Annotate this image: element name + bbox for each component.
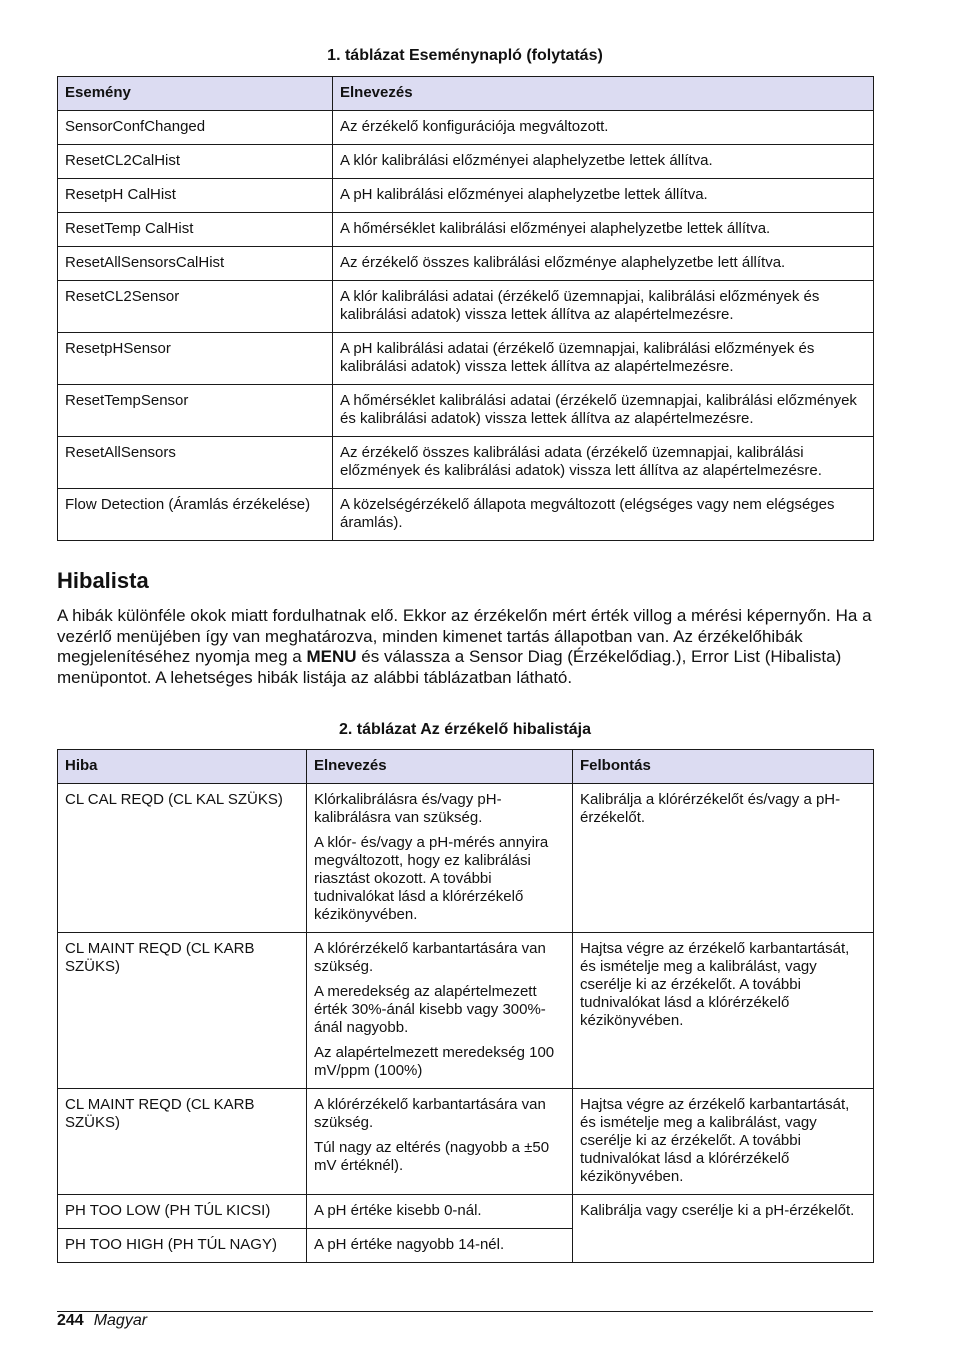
table-row bbox=[58, 333, 874, 385]
page-number: 244 bbox=[57, 1312, 84, 1329]
description-text: Az alapértelmezett meredekség 100 mV/ppm (100%) bbox=[314, 1044, 555, 1079]
description-cell: Az érzékelő konfigurációja megváltozott. bbox=[333, 111, 874, 145]
event-cell: ResetpH CalHist bbox=[58, 179, 333, 213]
description-cell: A klór kalibrálási adatai (érzékelő üzemnapjai, kalibrálási előzmények és kalibrálási adatok) vissza lettek állítva az alapértelmezésre. bbox=[333, 281, 874, 333]
column-header-error: Hiba bbox=[58, 750, 307, 784]
table-row bbox=[58, 489, 874, 541]
error-cell: PH TOO LOW (PH TÚL KICSI) bbox=[58, 1195, 307, 1229]
event-cell: ResetCL2CalHist bbox=[58, 145, 333, 179]
event-cell: ResetCL2Sensor bbox=[58, 281, 333, 333]
description-cell bbox=[307, 1195, 573, 1229]
error-cell: CL MAINT REQD (CL KARB SZÜKS) bbox=[58, 933, 307, 1089]
event-log-table bbox=[57, 76, 874, 541]
event-cell: ResetAllSensors bbox=[58, 437, 333, 489]
column-header-name: Elnevezés bbox=[307, 750, 573, 784]
table-row bbox=[58, 281, 874, 333]
column-header-name: Elnevezés bbox=[333, 77, 874, 111]
event-cell: ResetTemp CalHist bbox=[58, 213, 333, 247]
description-cell bbox=[307, 933, 573, 1089]
footer-divider bbox=[57, 1311, 873, 1312]
error-cell: CL CAL REQD (CL KAL SZÜKS) bbox=[58, 784, 307, 933]
description-text: A pH értéke nagyobb 14-nél. bbox=[314, 1236, 505, 1253]
description-text: A klórérzékelő karbantartására van szükség. bbox=[314, 1096, 546, 1131]
table-row bbox=[58, 111, 874, 145]
event-cell: ResetAllSensorsCalHist bbox=[58, 247, 333, 281]
paragraph-text: A hibák különféle okok miatt fordulhatnak elő. Ekkor az érzékelőn mért érték villog a mérési képernyőn. Ha a vezérlő menüjében így van meghatározva, minden kimenet tartás állapotban van. Az érzékelőhibák megjelenítéséhez nyomja meg a bbox=[57, 606, 872, 666]
section-heading: Hibalista bbox=[57, 568, 149, 593]
description-cell bbox=[307, 1229, 573, 1263]
intro-paragraph bbox=[57, 606, 873, 688]
paragraph-text: és válassza a Sensor Diag (Érzékelődiag.), Error List (Hibalista) menüpontot. A lehetséges hibák listája az alábbi táblázatban látható. bbox=[57, 647, 842, 687]
description-text: Klórkalibrálásra és/vagy pH-kalibrálásra van szükség. bbox=[314, 791, 502, 826]
table-row bbox=[58, 1089, 874, 1195]
table-row bbox=[58, 437, 874, 489]
error-cell: PH TOO HIGH (PH TÚL NAGY) bbox=[58, 1229, 307, 1263]
description-cell: A hőmérséklet kalibrálási adatai (érzékelő üzemnapjai, kalibrálási előzmények és kalibrálási adatok) vissza lettek állítva az alapértelmezésre. bbox=[333, 385, 874, 437]
description-cell: A pH kalibrálási előzményei alaphelyzetbe lettek állítva. bbox=[333, 179, 874, 213]
resolution-cell: Hajtsa végre az érzékelő karbantartását, és ismételje meg a kalibrálást, vagy cserélje ki az érzékelőt. A további tudnivalókat lásd a klórérzékelő kézikönyvében. bbox=[573, 1089, 874, 1195]
table-row bbox=[58, 247, 874, 281]
description-cell: A hőmérséklet kalibrálási előzményei alaphelyzetbe lettek állítva. bbox=[333, 213, 874, 247]
error-list-table bbox=[57, 749, 874, 1263]
resolution-cell: Hajtsa végre az érzékelő karbantartását, és ismételje meg a kalibrálást, vagy cserélje ki az érzékelőt. A további tudnivalókat lásd a klórérzékelő kézikönyvében. bbox=[573, 933, 874, 1089]
table-row bbox=[58, 1195, 874, 1229]
table-row bbox=[58, 145, 874, 179]
column-header-event: Esemény bbox=[58, 77, 333, 111]
table-row bbox=[58, 179, 874, 213]
event-cell: ResetTempSensor bbox=[58, 385, 333, 437]
description-text: A klór- és/vagy a pH-mérés annyira megváltozott, hogy ez kalibrálási riasztást okozott. A további tudnivalókat lásd a klórérzékelő kézikönyvében. bbox=[314, 834, 549, 923]
menu-keyword: MENU bbox=[306, 647, 357, 666]
description-text: A meredekség az alapértelmezett érték 30%-ánál kisebb vagy 300%-ánál nagyobb. bbox=[314, 983, 546, 1036]
description-cell: Az érzékelő összes kalibrálási előzménye alaphelyzetbe lett állítva. bbox=[333, 247, 874, 281]
resolution-cell: Kalibrálja vagy cserélje ki a pH-érzékelőt. bbox=[573, 1195, 874, 1263]
table-row bbox=[58, 784, 874, 933]
table-row bbox=[58, 385, 874, 437]
table1-caption: 1. táblázat Eseménynapló (folytatás) bbox=[327, 47, 603, 64]
description-cell: A klór kalibrálási előzményei alaphelyzetbe lettek állítva. bbox=[333, 145, 874, 179]
description-cell bbox=[307, 1089, 573, 1195]
column-header-resolution: Felbontás bbox=[573, 750, 874, 784]
table-row bbox=[58, 213, 874, 247]
description-text: Túl nagy az eltérés (nagyobb a ±50 mV értéknél). bbox=[314, 1139, 550, 1174]
error-cell: CL MAINT REQD (CL KARB SZÜKS) bbox=[58, 1089, 307, 1195]
description-cell bbox=[307, 784, 573, 933]
table-header-row bbox=[58, 750, 874, 784]
event-cell: Flow Detection (Áramlás érzékelése) bbox=[58, 489, 333, 541]
description-text: A klórérzékelő karbantartására van szükség. bbox=[314, 940, 546, 975]
table2-caption: 2. táblázat Az érzékelő hibalistája bbox=[339, 721, 591, 738]
description-text: A pH értéke kisebb 0-nál. bbox=[314, 1202, 482, 1219]
footer-language: Magyar bbox=[93, 1312, 148, 1329]
table-header-row bbox=[58, 77, 874, 111]
description-cell: A pH kalibrálási adatai (érzékelő üzemnapjai, kalibrálási előzmények és kalibrálási adatok) vissza lettek állítva az alapértelmezésre. bbox=[333, 333, 874, 385]
page-footer bbox=[57, 1312, 147, 1330]
event-cell: SensorConfChanged bbox=[58, 111, 333, 145]
event-cell: ResetpHSensor bbox=[58, 333, 333, 385]
table-row bbox=[58, 933, 874, 1089]
description-cell: A közelségérzékelő állapota megváltozott (elégséges vagy nem elégséges áramlás). bbox=[333, 489, 874, 541]
description-cell: Az érzékelő összes kalibrálási adata (érzékelő üzemnapjai, kalibrálási előzmények és kalibrálási adatok) vissza lett állítva az alapértelmezésre. bbox=[333, 437, 874, 489]
resolution-cell: Kalibrálja a klórérzékelőt és/vagy a pH-érzékelőt. bbox=[573, 784, 874, 933]
